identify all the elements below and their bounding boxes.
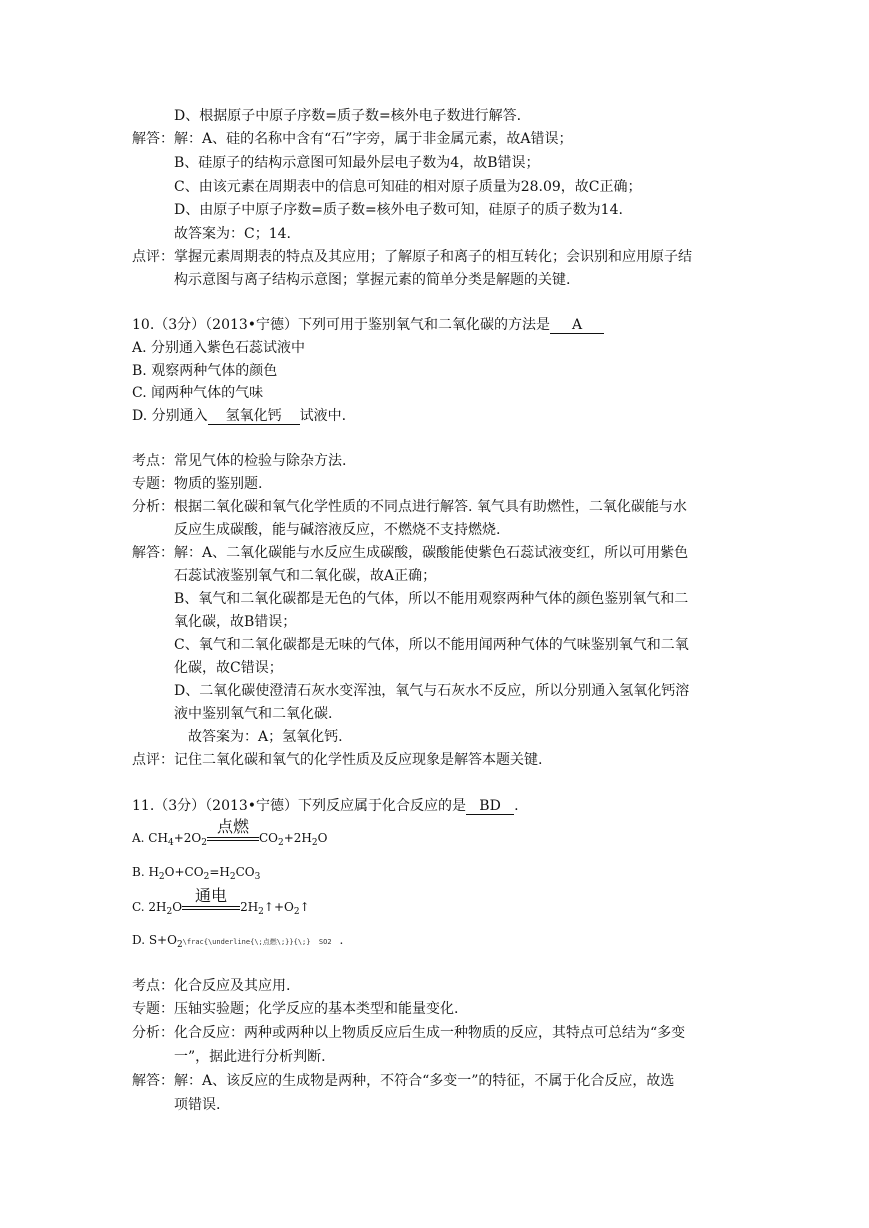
dianping-text: 记住二氧化碳和氧气的化学性质及反应现象是解答本题关键. [174,752,543,768]
zhuanti-text: 压轴实验题；化学反应的基本类型和能量变化. [174,1001,459,1017]
q11-fenxi-1 [132,1023,685,1043]
q9-answer-row-3: C、由该元素在周期表中的信息可知硅的相对原子质量为28.09，故C正确； [174,179,642,195]
fenxi-label: 分析： [132,499,174,515]
fenxi-text: 化合反应：两种或两种以上物质反应后生成一种物质的反应，其特点可总结为“多变 [174,1025,686,1041]
q9-comment-row-2: 构示意图与离子结构示意图；掌握元素的简单分类是解题的关键. [174,272,571,288]
option-d-blank: 氢氧化钙 [208,408,300,425]
answer-label: 解答： [132,131,174,147]
formula-text: B. H [132,865,159,879]
q9-comment-row-1 [132,247,692,267]
dianping-label: 点评： [132,752,174,768]
q10-option-c: C. 闻两种气体的气味 [132,385,264,401]
stem-end: . [514,798,519,814]
q10-jieda-8: 液中鉴别氧气和二氧化碳. [174,706,333,722]
q10-jieda-4: 氧化碳，故B错误； [174,614,297,630]
subscript: 4 [167,838,174,848]
question-stem: 11.（3分）（2013•宁德）下列反应属于化合反应的是 [132,798,467,814]
q10-jieda-7: D、二氧化碳使澄清石灰水变浑浊，氧气与石灰水不反应，所以分别通入氢氧化钙溶 [174,683,690,699]
formula-text: ↑ [299,900,310,914]
formula-text: D. S+O [132,933,177,947]
formula-text: A. CH [132,831,168,845]
formula-text: ↑+O [263,900,294,914]
q10-jieda-2: 石蕊试液鉴别氧气和二氧化碳，故A正确； [174,568,437,584]
question-stem: 10.（3分）（2013•宁德）下列可用于鉴别氧气和二氧化碳的方法是 [132,317,551,333]
comment-label: 点评： [132,249,174,265]
q10-kaodian [132,451,346,471]
q10-fenxi-1 [132,497,687,517]
option-d-prefix: D. 分别通入 [132,408,208,424]
subscript: 2 [293,907,300,917]
subscript: 2 [158,872,165,882]
q10-jieda-6: 化碳，故C错误； [174,660,283,676]
unrendered-formula-source: \frac{\underline{\;点燃\;}}{\;} SO2 [182,938,332,946]
fenxi-label: 分析： [132,1025,174,1041]
fenxi-text: 根据二氧化碳和氧气化学性质的不同点进行解答. 氧气具有助燃性，二氧化碳能与水 [174,499,687,515]
reaction-condition-bar [207,816,259,841]
answer-blank: BD [466,798,514,815]
jieda-text: 解：A、二氧化碳能与水反应生成碳酸，碳酸能使紫色石蕊试液变红，所以可用紫色 [174,545,689,561]
kaodian-text: 常见气体的检验与除杂方法. [174,453,347,469]
q11-option-b [132,862,260,882]
kaodian-label: 考点： [132,453,174,469]
jieda-label: 解答： [132,545,174,561]
jieda-text: 解：A、该反应的生成物是两种，不符合“多变一”的特征，不属于化合反应，故选 [174,1073,675,1089]
formula-text: O [172,900,183,914]
formula-text: O+CO [164,865,204,879]
q10-zhuanti [132,474,262,494]
formula-text: CO [258,831,278,845]
kaodian-text: 化合反应及其应用. [174,978,291,994]
q11-option-c [132,885,310,917]
formula-text: =H [209,865,230,879]
q11-option-a [132,816,328,848]
subscript: 3 [254,872,261,882]
q11-zhuanti [132,999,458,1019]
subscript: 2 [203,872,210,882]
q10-fenxi-2: 反应生成碳酸，能与碱溶液反应，不燃烧不支持燃烧. [174,522,501,538]
subscript: 2 [176,940,183,950]
formula-text: O [317,831,328,845]
reaction-condition: 点燃 [216,816,249,836]
subscript: 2 [311,838,318,848]
q11-option-d [132,930,343,950]
q9-answer-row-4: D、由原子中原子序数=质子数=核外电子数可知，硅原子的质子数为14. [174,202,623,218]
zhuanti-label: 专题： [132,476,174,492]
jieda-label: 解答： [132,1073,174,1089]
q9-answer-row-2: B、硅原子的结构示意图可知最外层电子数为4，故B错误； [174,155,540,171]
answer-blank: A [550,317,604,334]
q10-jieda-3: B、氧气和二氧化碳都是无色的气体，所以不能用观察两种气体的颜色鉴别氧气和二 [174,591,689,607]
q11-kaodian [132,976,290,996]
option-d-suffix: 试液中. [299,408,347,424]
q11-jieda-1 [132,1071,674,1091]
formula-text: . [339,933,344,947]
subscript: 2 [166,907,173,917]
q10-jieda-9: 故答案为：A；氢氧化钙. [188,729,343,745]
formula-text: CO [235,865,255,879]
zhuanti-label: 专题： [132,1001,174,1017]
kaodian-label: 考点： [132,978,174,994]
formula-text: +2H [283,831,312,845]
subscript: 2 [201,838,207,848]
q11-jieda-2: 项错误. [174,1097,221,1113]
q11-fenxi-2: 一”，据此进行分析判断. [174,1049,326,1065]
q10-stem [132,315,604,335]
answer-text: 解：A、硅的名称中含有“石”字旁，属于非金属元素，故A错误； [174,131,573,147]
comment-text: 掌握元素周期表的特点及其应用；了解原子和离子的相互转化；会识别和应用原子结 [174,249,692,265]
reaction-condition-bar [182,885,240,910]
subscript: 2 [277,838,284,848]
q9-answer-row-1 [132,129,573,149]
formula-text: C. 2H [132,900,167,914]
q10-jieda-1 [132,543,688,563]
subscript: 2 [258,907,264,917]
q10-jieda-5: C、氧气和二氧化碳都是无味的气体，所以不能用闻两种气体的气味鉴别氧气和二氧 [174,637,689,653]
zhuanti-text: 物质的鉴别题. [174,476,263,492]
subscript: 2 [229,872,236,882]
q10-option-d [132,406,346,426]
q10-dianping [132,750,542,770]
q10-option-a: A. 分别通入紫色石蕊试液中 [132,340,306,356]
q9-analysis-d: D、根据原子中原子序数=质子数=核外电子数进行解答. [174,108,522,124]
formula-text: +2O [173,831,202,845]
reaction-condition: 通电 [195,885,228,905]
formula-text: 2H [240,900,259,914]
q10-option-b: B. 观察两种气体的颜色 [132,363,278,379]
q11-stem [132,796,519,816]
q9-answer-row-5: 故答案为：C；14. [174,226,291,242]
